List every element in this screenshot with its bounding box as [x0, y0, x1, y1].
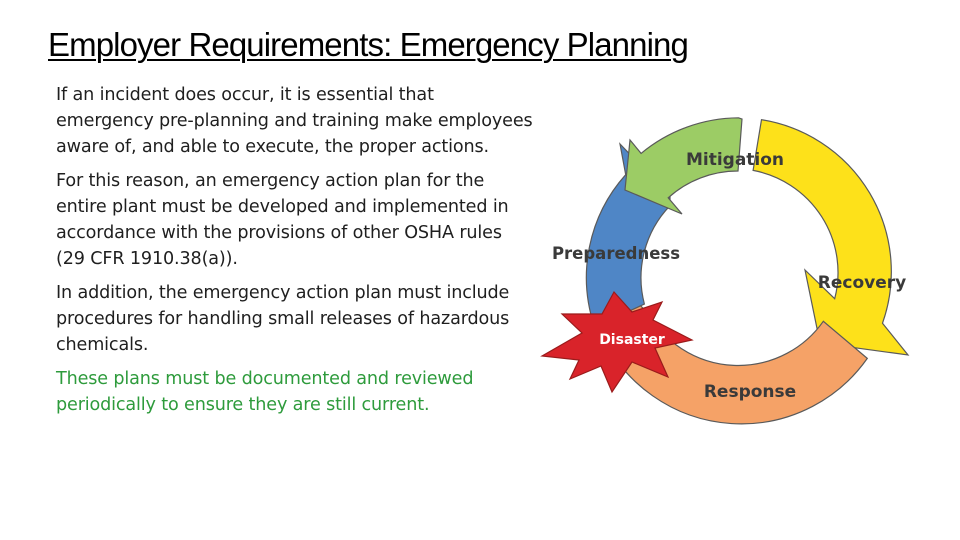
paragraph-incident: If an incident does occur, it is essential that emergency pre-planning and training make employees aware of, and able to execute, the proper actions.: [56, 85, 533, 157]
mitigation-label: Mitigation: [685, 150, 785, 170]
paragraph-highlight: These plans must be documented and reviewed periodically to ensure they are still current.: [56, 369, 474, 415]
recovery-label: Recovery: [817, 273, 907, 293]
emergency-cycle-diagram: [536, 96, 916, 436]
slide-title: Employer Requirements: Emergency Planning: [48, 26, 688, 63]
preparedness-label: Preparedness: [551, 244, 681, 263]
slide-body: [56, 82, 534, 426]
response-label: Response: [703, 382, 797, 402]
paragraph-action-plan: For this reason, an emergency action plan for the entire plant must be developed and implemented in accordance with the provisions of other OSHA rules (29 CFR 1910.38(a)).: [56, 171, 509, 269]
paragraph-procedures: In addition, the emergency action plan must include procedures for handling small releases of hazardous chemicals.: [56, 283, 510, 355]
disaster-label: Disaster: [599, 332, 665, 348]
